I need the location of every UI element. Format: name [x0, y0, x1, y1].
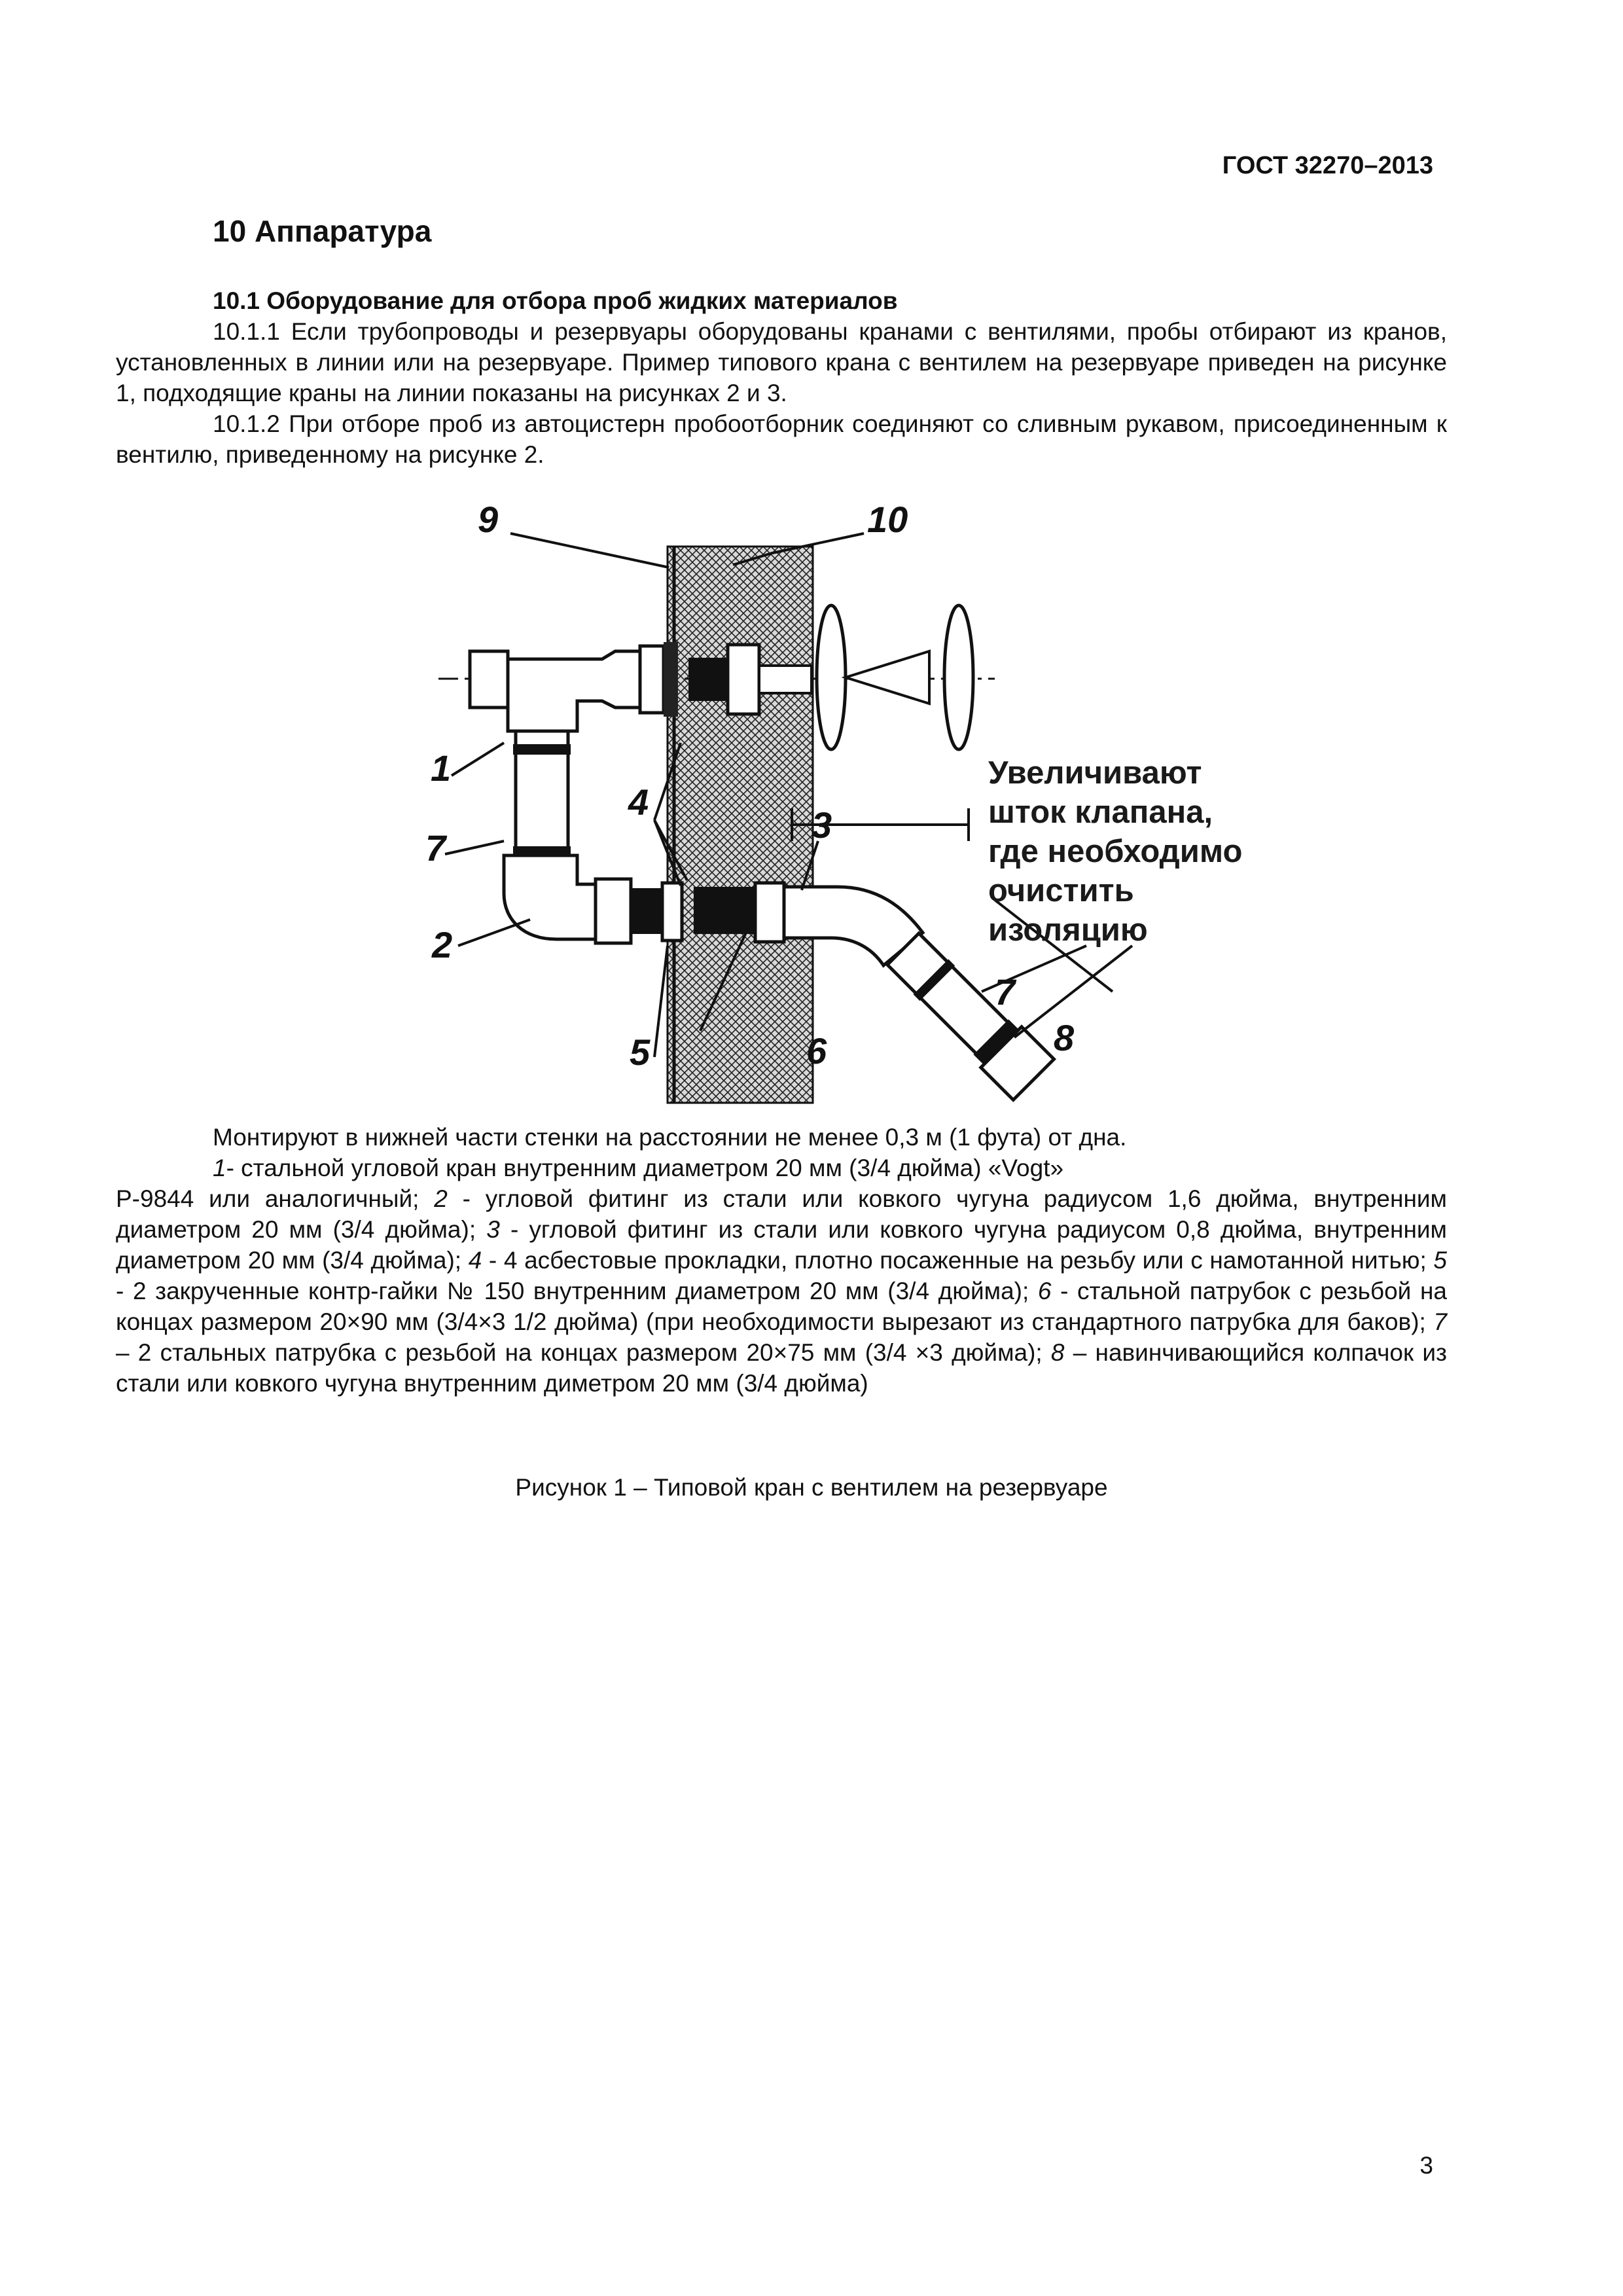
label-4: 4 — [628, 781, 649, 823]
label-8: 8 — [1054, 1017, 1075, 1058]
stem — [759, 666, 812, 693]
valve-hex-nut — [640, 646, 664, 713]
note-line-5: изоляцию — [988, 912, 1148, 948]
elbow-2 — [504, 855, 596, 939]
mounting-note: Монтируют в нижней части стенки на расстоянии не менее 0,3 м (1 фута) от дна. — [213, 1124, 1127, 1151]
valve-cap — [470, 651, 508, 708]
page-number: 3 — [1419, 2152, 1433, 2179]
legend-items: Р-9844 или аналогичный; 2 - угловой фитинг из стали или ковкого чугуна радиусом 1,6 дюйма, внутренним диаметром 20 мм (3/4 дюйма); 3 - угловой фитинг из стали или ковкого чугуна радиусом 0,8 дюйма, внутренним диаметром 20 мм (3/4 дюйма); 4 - 4 асбестовые прокладки, плотно посаженные на резьбу или с намотанной нитью; 5 - 2 закрученные контр-гайки № 150 внутренним диаметром 20 мм (3/4 дюйма); 6 - стальной патрубок с резьбой на концах размером 20×90 мм (3/4×3 1/2 дюйма) (при необходимости вырезают из стандартного патрубка для баков); 7 – 2 стальных патрубка с резьбой на концах размером 20×75 мм (3/4 ×3 дюйма); 8 – навинчивающийся колпачок из стали или ковкого чугуна внутренним диметром 20 мм (3/4 дюйма) — [116, 1185, 1447, 1397]
note-line-1: Увеличивают — [988, 755, 1202, 791]
gasket-top — [664, 642, 678, 717]
standard-number: ГОСТ 32270–2013 — [1222, 152, 1433, 179]
label-7-left: 7 — [425, 827, 446, 869]
elbow-2-nut — [596, 879, 631, 943]
figure-legend — [116, 1122, 1447, 1399]
locknut-top — [728, 645, 759, 714]
paragraph-10-1-2: 10.1.2 При отборе проб из автоцистерн пробоотборник соединяют со сливным рукавом, присоединенным к вентилю, приведенному на рисунке 2. — [116, 410, 1447, 468]
label-10: 10 — [867, 499, 908, 540]
note-line-2: шток клапана, — [988, 795, 1213, 830]
label-7-right: 7 — [995, 971, 1016, 1013]
figure-tank-valve — [406, 488, 1296, 1116]
note-line-4: очистить — [988, 873, 1134, 908]
nipple-6 — [694, 887, 755, 934]
intro-text — [116, 285, 1447, 470]
label-2: 2 — [432, 924, 453, 965]
handwheel-2 — [846, 651, 929, 704]
label-3: 3 — [812, 804, 832, 846]
paragraph-10-1-1: 10.1.1 Если трубопроводы и резервуары оборудованы кранами с вентилями, пробы отбирают из кранов, установленных в линии или на резервуаре. Пример типового крана с вентилем на резервуаре приведен на рисунке 1, подходящие краны на линии показаны на рисунках 2 и 3. — [116, 318, 1447, 406]
legend-item-1: 1- стальной угловой кран внутренним диаметром 20 мм (3/4 дюйма) «Vogt» — [213, 1155, 1064, 1181]
subsection-title: 10.1 Оборудование для отбора проб жидких материалов — [213, 287, 898, 314]
nipple-bottom-left — [631, 888, 662, 934]
nipple-band-top — [513, 744, 571, 755]
section-title: 10 Аппаратура — [213, 214, 432, 248]
locknut-bottom-right — [755, 883, 784, 942]
nipple-top — [688, 658, 728, 701]
label-9: 9 — [478, 499, 499, 540]
label-6: 6 — [806, 1030, 827, 1071]
label-5: 5 — [630, 1031, 651, 1073]
label-1: 1 — [431, 747, 452, 789]
angled-nipple — [883, 929, 1054, 1100]
handwheel-3 — [944, 605, 973, 749]
note-line-3: где необходимо — [988, 834, 1243, 869]
figure-caption: Рисунок 1 – Типовой кран с вентилем на резервуаре — [515, 1474, 1108, 1501]
valve-body-1 — [508, 651, 641, 731]
locknut-bottom — [662, 883, 682, 941]
